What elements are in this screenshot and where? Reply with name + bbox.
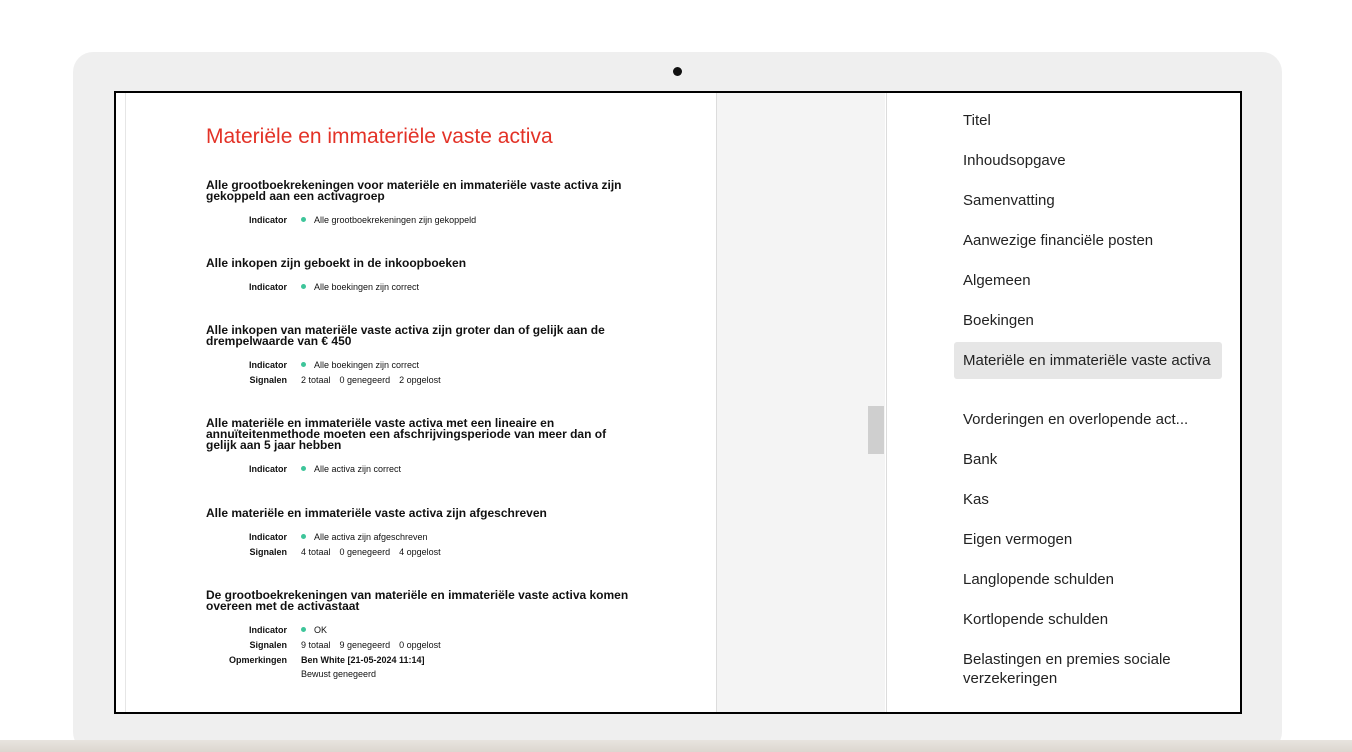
indicator-value: Alle boekingen zijn correct [314, 359, 420, 370]
status-ok-icon [301, 284, 306, 289]
toc-item-vorderingen[interactable] [954, 410, 1222, 429]
page-margin-line [125, 93, 126, 712]
signals-resolved: 4 opgelost [399, 546, 441, 557]
indicator-row [206, 622, 636, 637]
remark-text: Bewust genegeerd [301, 669, 377, 679]
toc-item-inhoudsopgave[interactable] [954, 151, 1222, 170]
signals-ignored: 0 genegeerd [339, 546, 391, 557]
page-title: Materiële en immateriële vaste activa [206, 125, 553, 148]
status-ok-icon [301, 534, 306, 539]
toc-item-label: Algemeen [963, 272, 1031, 289]
toc-item-titel[interactable] [954, 111, 1222, 130]
check-title: Alle materiële en immateriële vaste activa met een lineaire en annuïteitenmethode moeten een afschrijvingsperiode van meer dan of gelijk aan 5 jaar hebben [206, 416, 607, 452]
check-title: Alle materiële en immateriële vaste activa zijn afgeschreven [206, 506, 547, 520]
toc-item-kortlopende-schulden[interactable] [954, 610, 1222, 629]
toc-item-label: Titel [963, 112, 991, 129]
check-title: De grootboekrekeningen van materiële en immateriële vaste activa komen overeen met de activastaat [206, 588, 629, 613]
indicator-value: OK [314, 624, 328, 635]
document-page [116, 93, 717, 712]
indicator-row [206, 212, 636, 227]
indicator-label: Indicator [248, 214, 287, 225]
indicator-value: Alle activa zijn afgeschreven [314, 531, 428, 542]
table-of-contents [886, 93, 1241, 712]
remarks-row [206, 652, 636, 667]
signals-total: 2 totaal [301, 374, 331, 385]
signals-ignored: 9 genegeerd [339, 639, 391, 650]
indicator-row [206, 357, 636, 372]
status-ok-icon [301, 466, 306, 471]
indicator-row [206, 461, 636, 476]
signals-row [206, 372, 636, 387]
toc-item-label: Vorderingen en overlopende act... [963, 411, 1189, 428]
signals-values [301, 375, 441, 385]
toc-item-kas[interactable] [954, 490, 1222, 509]
toc-item-label: Aanwezige financiële posten [963, 232, 1154, 249]
check-item [206, 418, 636, 476]
document-gutter [717, 93, 885, 712]
toc-item-label: Inhoudsopgave [963, 152, 1066, 169]
check-title: Alle grootboekrekeningen voor materiële en immateriële vaste activa zijn gekoppeld aan een activagroep [206, 178, 622, 203]
document-scrollbar-thumb[interactable] [868, 406, 884, 454]
check-title: Alle inkopen van materiële vaste activa zijn groter dan of gelijk aan de drempelwaarde van € 450 [206, 323, 605, 348]
signals-values [301, 547, 441, 557]
signals-values [301, 640, 441, 650]
remark-author: Ben White [21-05-2024 11:14] [301, 654, 425, 665]
check-item [206, 508, 636, 559]
check-item [206, 180, 636, 227]
toc-item-eigen-vermogen[interactable] [954, 530, 1222, 549]
indicator-label: Indicator [248, 359, 287, 370]
indicator-label: Indicator [248, 624, 287, 635]
signals-total: 9 totaal [301, 639, 331, 650]
toc-item-label: Langlopende schulden [963, 571, 1114, 588]
toc-item-boekingen[interactable] [954, 311, 1222, 330]
toc-item-label: Kortlopende schulden [963, 611, 1109, 628]
remarks-label: Opmerkingen [228, 654, 287, 665]
signals-row [206, 544, 636, 559]
indicator-label: Indicator [248, 531, 287, 542]
webcam-dot [673, 67, 682, 76]
indicator-label: Indicator [248, 463, 287, 474]
indicator-label: Indicator [248, 281, 287, 292]
toc-item-aanwezige-financiele-posten[interactable] [954, 231, 1222, 250]
signals-label: Signalen [249, 639, 287, 650]
indicator-value: Alle grootboekrekeningen zijn gekoppeld [314, 214, 477, 225]
toc-item-label: Materiële en immateriële vaste activa [963, 352, 1211, 369]
indicator-value: Alle boekingen zijn correct [314, 281, 420, 292]
signals-ignored: 0 genegeerd [339, 374, 391, 385]
toc-item-algemeen[interactable] [954, 271, 1222, 290]
check-item [206, 590, 636, 681]
status-ok-icon [301, 627, 306, 632]
toc-item-label: Boekingen [963, 312, 1034, 329]
signals-label: Signalen [249, 546, 287, 557]
indicator-value: Alle activa zijn correct [314, 463, 402, 474]
status-ok-icon [301, 362, 306, 367]
signals-resolved: 2 opgelost [399, 374, 441, 385]
indicator-row [206, 529, 636, 544]
toc-item-samenvatting[interactable] [954, 191, 1222, 210]
signals-label: Signalen [249, 374, 287, 385]
toc-item-label: Kas [963, 491, 989, 508]
status-ok-icon [301, 217, 306, 222]
check-item [206, 258, 636, 294]
toc-item-vaste-activa[interactable] [954, 342, 1222, 379]
signals-row [206, 637, 636, 652]
toc-item-label: Samenvatting [963, 192, 1055, 209]
check-item [206, 325, 636, 387]
toc-item-label: Belastingen en premies sociale verzekeringen [963, 651, 1171, 687]
laptop-base [0, 740, 1352, 752]
toc-item-langlopende-schulden[interactable] [954, 570, 1222, 589]
signals-resolved: 0 opgelost [399, 639, 441, 650]
indicator-row [206, 279, 636, 294]
toc-item-label: Bank [963, 451, 998, 468]
toc-item-label: Eigen vermogen [963, 531, 1073, 548]
toc-item-belastingen[interactable] [954, 650, 1222, 688]
screen [114, 91, 1242, 714]
toc-item-bank[interactable] [954, 450, 1222, 469]
signals-total: 4 totaal [301, 546, 331, 557]
check-title: Alle inkopen zijn geboekt in de inkoopboeken [206, 256, 467, 270]
